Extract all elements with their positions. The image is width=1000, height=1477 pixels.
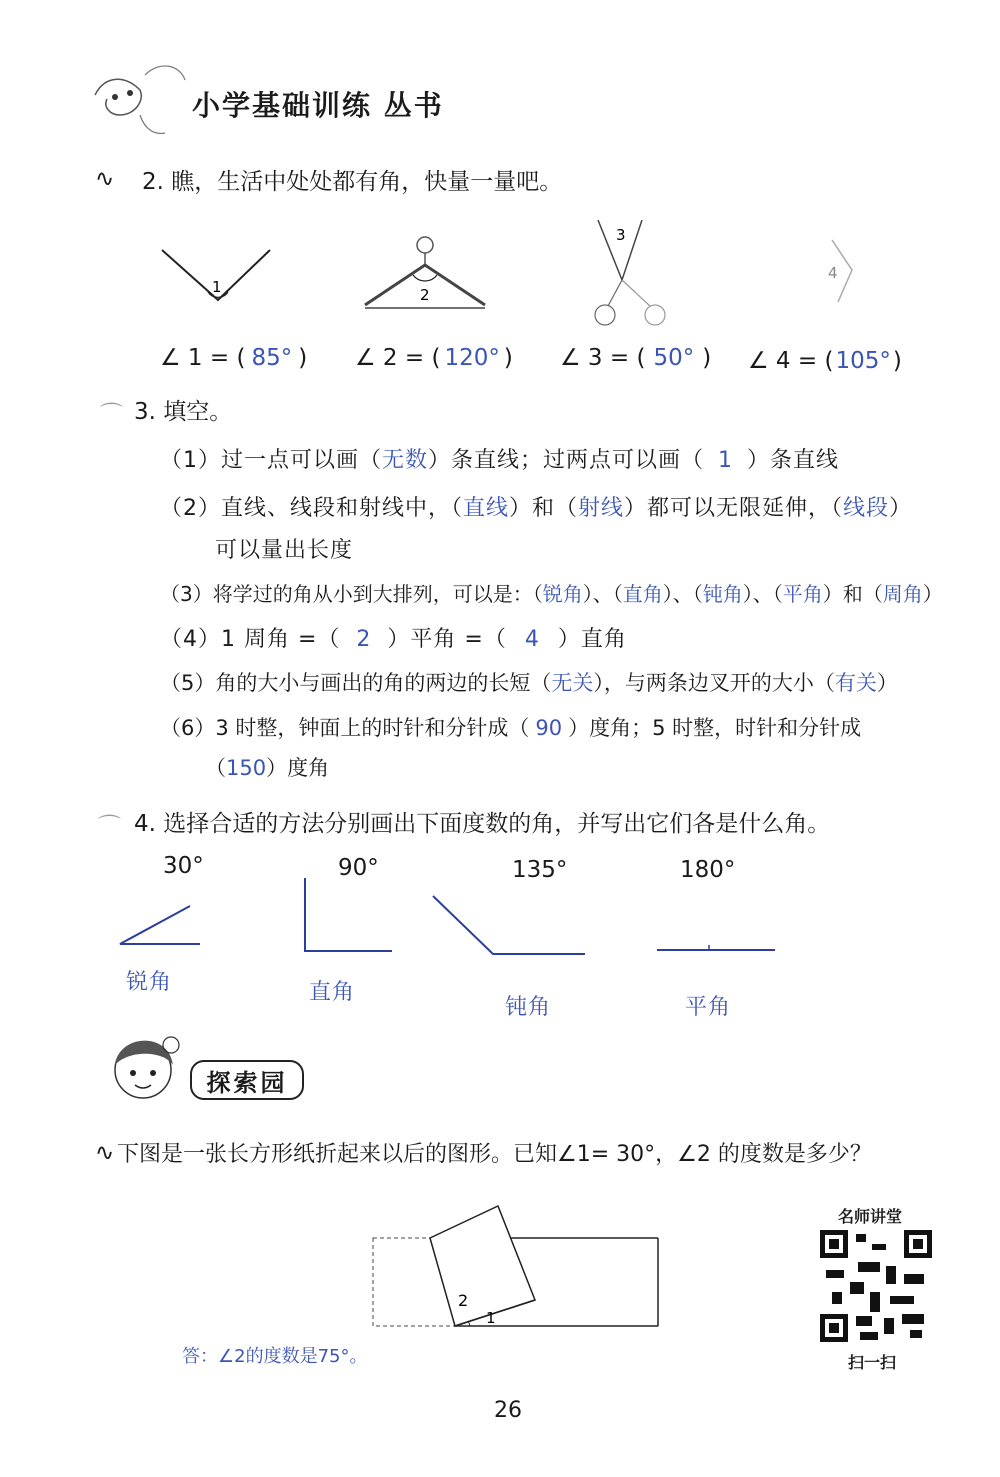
book-title: 小学基础训练 丛书 (192, 89, 444, 122)
q3-item-5-answer-1: 无关 (551, 671, 594, 695)
q3-item-2-answer-3: 线段 (843, 496, 890, 521)
q2-answer-2-value: 120° (444, 345, 500, 371)
q3-item-2-answer-2: 射线 (578, 496, 625, 521)
angle-2-figure (365, 237, 485, 308)
angle-3-figure (595, 220, 665, 325)
q3-item-1-answer-2: 1 (718, 448, 734, 473)
q3-item-3-answer-2: 直角 (622, 582, 663, 606)
q3-item-4: （4）1 周角 =（ 2 ）平角 =（ 4 ）直角 (160, 627, 627, 652)
angle-30-drawing (120, 906, 200, 944)
q2-answer-1: ∠ 1 = ( 85° ) (160, 345, 308, 371)
folded-paper-figure (370, 1200, 665, 1330)
q3-item-6-answer-2: 150 (226, 756, 267, 780)
q2-answer-4-value: 105° (835, 348, 891, 374)
q3-item-3-answer-5: 周角 (882, 582, 923, 606)
qr-caption: 扫一扫 (848, 1353, 897, 1372)
q4-degree-1: 30° (163, 853, 204, 879)
decorative-doodle-icon (85, 55, 195, 145)
q3-item-6-answer-1: 90 (535, 716, 563, 740)
q3-item-5-answer-2: 有关 (834, 671, 877, 695)
q3-item-5: （5）角的大小与画出的角的两边的长短（无关），与两条边叉开的大小（有关） (160, 671, 898, 695)
q3-item-3-answer-4: 平角 (782, 582, 823, 606)
q2-angle-figures (150, 220, 900, 330)
q4-degree-3: 135° (512, 857, 568, 883)
q3-item-3: （3）将学过的角从小到大排列，可以是：（锐角）、（直角）、（钝角）、（平角）和（周角） (160, 582, 943, 606)
q3-item-3-answer-3: 钝角 (702, 582, 743, 606)
angle-3-label: 3 (616, 226, 626, 244)
q3-item-3-answer-1: 锐角 (542, 582, 583, 606)
angle-1-figure (162, 250, 270, 300)
q2-prompt: 2. 瞧，生活中处处都有角，快量一量吧。 (142, 169, 563, 195)
q4-bullet-icon: ⌒ (98, 814, 121, 840)
q3-bullet-icon: ⌒ (100, 402, 123, 428)
fold-angle-2-label: 2 (458, 1291, 469, 1310)
q3-item-6-cont: （150）度角 (205, 756, 330, 780)
angle-90-drawing (305, 878, 392, 951)
q3-prompt: 3. 填空。 (134, 399, 233, 425)
q3-item-2-answer-1: 直线 (463, 496, 510, 521)
q4-type-4: 平角 (685, 995, 732, 1020)
cartoon-girl-icon (103, 1025, 193, 1105)
q2-answer-1-value: 85° (251, 345, 293, 371)
q4-angle-drawings (100, 870, 800, 970)
explore-answer: 答：∠2的度数是75°。 (182, 1346, 368, 1367)
page-number: 26 (494, 1398, 522, 1423)
q2-bullet-icon: ∿ (95, 166, 115, 192)
explore-bullet-icon: ∿ (95, 1140, 115, 1166)
angle-2-label: 2 (420, 286, 430, 304)
explore-section-title: 探索园 (190, 1060, 304, 1100)
q2-answer-3: ∠ 3 = ( 50° ) (560, 345, 712, 371)
explore-prompt: 下图是一张长方形纸折起来以后的图形。已知∠1= 30°，∠2 的度数是多少？ (117, 1142, 872, 1167)
angle-4-figure (828, 240, 852, 302)
q4-degree-2: 90° (338, 855, 379, 881)
qr-code[interactable] (820, 1230, 932, 1342)
q3-item-6: （6）3 时整，钟面上的时针和分针成（ 90 ）度角；5 时整，时针和分针成 (160, 716, 862, 740)
fold-angle-1-label: 1 (486, 1309, 496, 1327)
angle-4-label: 4 (828, 264, 838, 282)
q2-answer-4: ∠ 4 = (105°) (748, 348, 902, 374)
angle-135-drawing (433, 896, 585, 954)
angle-1-label: 1 (212, 278, 222, 296)
q2-answer-2: ∠ 2 = ( 120° ) (355, 345, 513, 371)
q4-type-2: 直角 (309, 980, 356, 1005)
q2-answer-3-value: 50° (653, 345, 695, 371)
q4-degree-4: 180° (680, 857, 736, 883)
q3-item-2-cont: 可以量出长度 (215, 538, 354, 563)
q3-item-4-answer-1: 2 (356, 627, 372, 652)
qr-title: 名师讲堂 (838, 1207, 903, 1226)
q4-type-1: 锐角 (126, 970, 173, 995)
q3-item-4-answer-2: 4 (524, 627, 540, 652)
q3-item-2: （2）直线、线段和射线中，（直线）和（射线）都可以无限延伸，（线段） (160, 496, 913, 521)
q4-prompt: 4. 选择合适的方法分别画出下面度数的角，并写出它们各是什么角。 (134, 811, 831, 837)
q3-item-1: （1）过一点可以画（无数）条直线；过两点可以画（ 1 ）条直线 (160, 448, 840, 473)
q3-item-1-answer-1: 无数 (382, 448, 429, 473)
q4-type-3: 钝角 (505, 995, 552, 1020)
